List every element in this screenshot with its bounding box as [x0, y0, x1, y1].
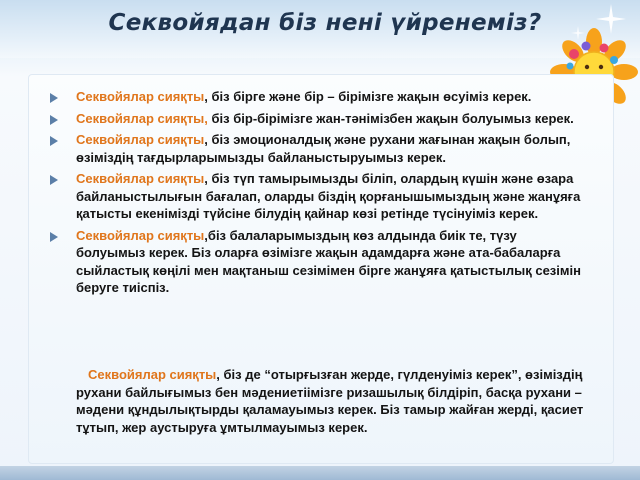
triangle-bullet-icon — [50, 136, 58, 146]
bullet-text: , біз бірге және бір – бірімізге жақын өсуіміз керек. — [204, 89, 532, 104]
triangle-bullet-icon — [50, 232, 58, 242]
bullet-item — [48, 88, 588, 106]
triangle-bullet-icon — [50, 93, 58, 103]
highlight-text: Секвойялар сияқты — [76, 171, 205, 186]
bullet-item — [48, 110, 588, 128]
highlight-text: Секвойялар сияқты — [76, 132, 205, 147]
bullet-item — [48, 227, 588, 297]
slide-title: Секвойядан біз нені үйренеміз? — [108, 10, 542, 36]
bullet-text: ,біз балаларымыздың көз алдында биік те, түзу болуымыз керек. Біз оларға өзімізге жақын адамдарға және ата-бабаларға сыйластық көңілі мен мақтаныш сезімімен бірге жанұяға қатыстылық сезімін беруге тиіспіз. — [76, 227, 581, 295]
bottom-bar — [0, 466, 640, 480]
bullet-item — [48, 170, 588, 223]
highlight-text: Секвойялар сияқты — [88, 367, 217, 382]
bullet-list — [48, 88, 588, 301]
bullet-text: , біз эмоционалдық және рухани жағынан жақын болып, өзіміздің тағдырларымызды байланыстыруымыз керек. — [76, 132, 571, 165]
triangle-bullet-icon — [50, 115, 58, 125]
highlight-text: Секвойялар сияқты, — [76, 110, 208, 126]
closing-paragraph — [76, 366, 588, 436]
highlight-text: Секвойялар сияқты — [76, 227, 205, 243]
bullet-text: біз бір-бірімізге жан-тәнімізбен жақын болуымыз керек. — [207, 110, 574, 126]
triangle-bullet-icon — [50, 175, 58, 185]
bullet-item — [48, 131, 588, 166]
highlight-text: Секвойялар сияқты — [76, 89, 205, 104]
closing-text: , біз де “отырғызған жерде, гүлденуіміз керек”, өзіміздің рухани байлығымыз бен мәдениетіімізге ризашылық білдіріп, басқа рухани – мәдени құндылықтырды қаламауымыз керек. Біз тамыр жайған жерді, қасиет тұтып, жер аустыруға ұмтылмауымыз керек. — [76, 367, 584, 435]
bullet-text: , біз түп тамырымызды біліп, олардың күшін және өзара байланыстылығын бағалап, оларды біздің қорғанышымыздың және жанұяға қатысты екенімізді түйсіне білудің қайнар көзі ретінде түсінуіміз керек. — [76, 171, 581, 221]
